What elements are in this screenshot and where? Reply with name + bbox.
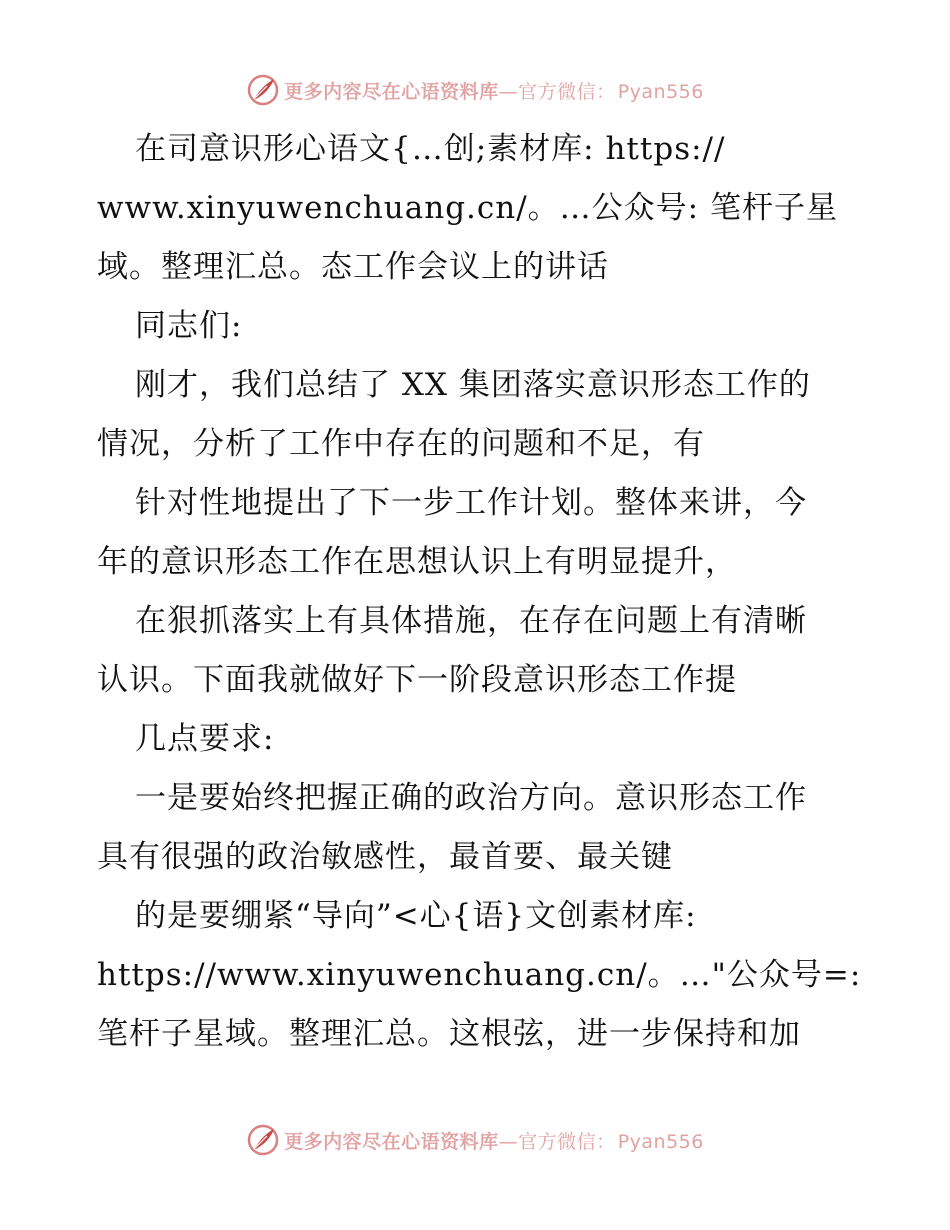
body-line: https://www.xinyuwenchuang.cn/。…"公众号=: [97,957,862,993]
banner-main-text: 更多内容尽在心语资料库 [284,80,499,103]
feather-pen-logo-icon [246,1123,280,1157]
body-line: 在狠抓落实上有具体措施，在存在问题上有清晰 [135,603,807,639]
body-line: 几点要求: [135,721,275,757]
body-line: 笔杆子星域。整理汇总。这根弦，进一步保持和加 [97,1016,801,1052]
body-line: 具有很强的政治敏感性，最首要、最关键 [97,839,673,875]
body-line: 域。整理汇总。态工作会议上的讲话 [97,249,609,285]
banner-dash: — [498,80,519,103]
body-line: 针对性地提出了下一步工作计划。整体来讲，今 [135,485,807,521]
body-line: www.xinyuwenchuang.cn/。…公众号: 笔杆子星 [97,190,838,226]
banner-text [284,1127,704,1154]
header-banner [0,70,950,110]
body-line: 刚才，我们总结了 XX 集团落实意识形态工作的 [135,367,811,403]
body-line: 年的意识形态工作在思想认识上有明显提升， [97,544,737,580]
body-line: 情况，分析了工作中存在的问题和不足，有 [97,426,705,462]
banner-wechat-id: Pyan556 [617,1130,704,1153]
body-line: 一是要始终把握正确的政治方向。意识形态工作 [135,780,807,816]
banner-main-text: 更多内容尽在心语资料库 [284,1130,499,1153]
document-body [97,120,862,1064]
feather-pen-logo-icon [246,73,280,107]
body-line: 的是要绷紧“导向”<心{语}文创素材库: [135,898,697,934]
banner-text [284,77,704,104]
footer-banner [0,1120,950,1160]
banner-sub-text: 官方微信： [518,1130,616,1153]
body-line: 认识。下面我就做好下一阶段意识形态工作提 [97,662,737,698]
banner-dash: — [498,1130,519,1153]
banner-wechat-id: Pyan556 [617,80,704,103]
banner-sub-text: 官方微信： [518,80,616,103]
salutation-line: 同志们: [135,308,243,344]
body-line: 在司意识形心语文{…创;素材库: https:// [135,131,726,167]
